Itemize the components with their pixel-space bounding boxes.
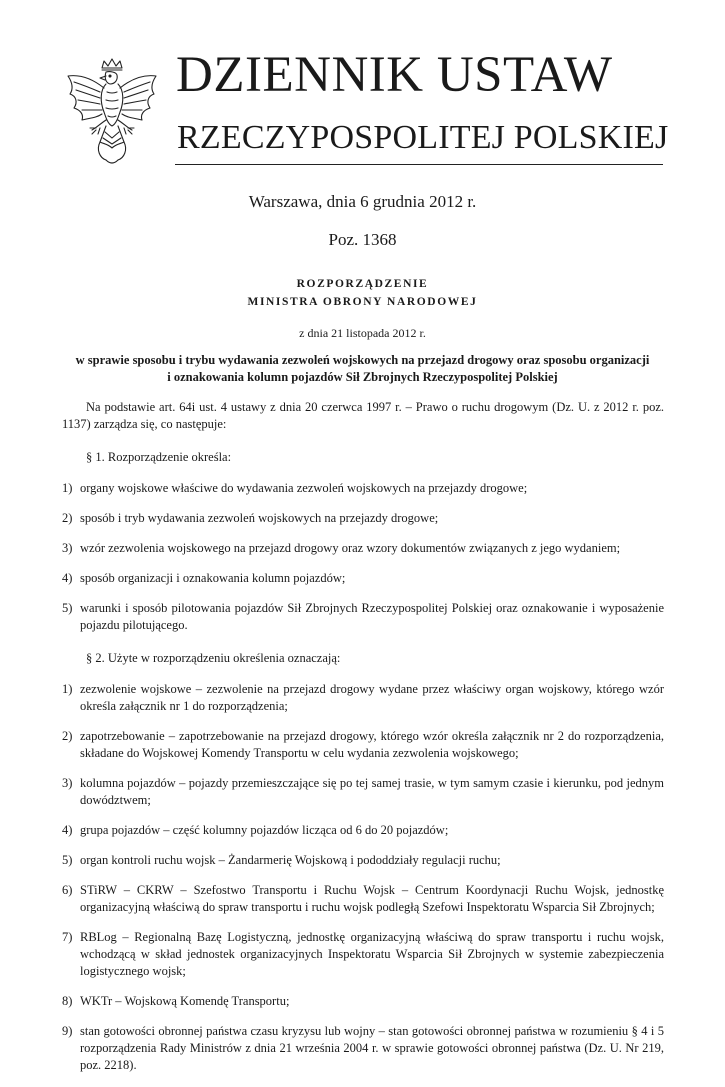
- list-item-number: 6): [62, 883, 73, 897]
- list-item-number: 3): [62, 541, 73, 555]
- document-body: [62, 399, 664, 1087]
- act-subject-line: i oznakowania kolumn pojazdów Sił Zbrojnych Rzeczypospolitej Polskiej: [167, 370, 558, 384]
- list-item-number: 4): [62, 823, 73, 837]
- act-subject-line: w sprawie sposobu i trybu wydawania zezwoleń wojskowych na przejazd drogowy oraz sposobu organizacji: [75, 353, 650, 367]
- list-item-text: sposób i tryb wydawania zezwoleń wojskowych na przejazdy drogowe;: [80, 511, 439, 525]
- position-number: Poz. 1368: [328, 230, 397, 249]
- list-item-text: WKTr – Wojskową Komendę Transportu;: [80, 994, 290, 1008]
- act-date: z dnia 21 listopada 2012 r.: [299, 326, 426, 340]
- list-item: [62, 570, 664, 587]
- list-item: [62, 993, 664, 1010]
- list-item-text: RBLog – Regionalną Bazę Logistyczną, jednostkę organizacyjną właściwą do spraw transportu i ruchu wojsk, wchodzącą w skład jednostek organizacyjnych Inspektoratu Wsparcia Sił Zbrojnych w systemie zabezpieczenia logistycznego wojsk;: [80, 930, 664, 978]
- act-kind: ROZPORZĄDZENIE: [296, 278, 429, 290]
- list-item: [62, 852, 664, 869]
- list-item: [62, 882, 664, 916]
- journal-title: DZIENNIK USTAW: [176, 47, 613, 103]
- journal-subtitle: RZECZYPOSPOLITEJ POLSKIEJ: [177, 119, 669, 156]
- list-item: [62, 600, 664, 634]
- publication-date: Warszawa, dnia 6 grudnia 2012 r.: [248, 192, 477, 211]
- list-item: [62, 775, 664, 809]
- list-item-text: kolumna pojazdów – pojazdy przemieszczające się po tej samej trasie, w tym samym czasie i kierunku, pod jednym dowództwem;: [80, 776, 664, 807]
- list-item-text: warunki i sposób pilotowania pojazdów Sił Zbrojnych Rzeczypospolitej Polskiej oraz oznakowanie i wyposażenie pojazdu pilotującego.: [80, 601, 664, 632]
- list-item: [62, 681, 664, 715]
- list-item-number: 5): [62, 601, 73, 615]
- list-item-number: 7): [62, 930, 73, 944]
- title-underline: [175, 164, 663, 165]
- act-subject: [60, 352, 665, 386]
- list-item-text: organy wojskowe właściwe do wydawania zezwoleń wojskowych na przejazdy drogowe;: [80, 481, 528, 495]
- preamble: Na podstawie art. 64i ust. 4 ustawy z dnia 20 czerwca 1997 r. – Prawo o ruchu drogowym (Dz. U. z 2012 r. poz. 1137) zarządza się, co następuje:: [62, 400, 664, 431]
- list-item-text: organ kontroli ruchu wojsk – Żandarmerię Wojskową i pododdziały regulacji ruchu;: [80, 853, 501, 867]
- list-item: [62, 510, 664, 527]
- list-item-text: wzór zezwolenia wojskowego na przejazd drogowy oraz wzory dokumentów związanych z jego wydaniem;: [80, 541, 621, 555]
- list-item-text: STiRW – CKRW – Szefostwo Transportu i Ruchu Wojsk – Centrum Koordynacji Ruchu Wojsk, jednostkę organizacyjną właściwą do spraw transportu i ruchu wojsk podległą Szefowi Inspektoratu Wsparcia Sił Zbrojnych;: [80, 883, 664, 914]
- list-item: [62, 1023, 664, 1074]
- masthead: [56, 47, 669, 170]
- list-item-text: grupa pojazdów – część kolumny pojazdów licząca od 6 do 20 pojazdów;: [80, 823, 449, 837]
- list-item-number: 5): [62, 853, 73, 867]
- list-item-text: zapotrzebowanie – zapotrzebowanie na przejazd drogowy, którego wzór określa załącznik nr 2 do rozporządzenia, składane do Wojskowej Komendy Transportu w celu wydania zezwolenia wojskowego;: [80, 729, 664, 760]
- list-item-number: 1): [62, 682, 73, 696]
- list-item-text: sposób organizacji i oznakowania kolumn pojazdów;: [80, 571, 346, 585]
- list-item: [62, 540, 664, 557]
- list-item: [62, 728, 664, 762]
- list-item-number: 9): [62, 1024, 73, 1038]
- list-item-number: 1): [62, 481, 73, 495]
- list-item-text: zezwolenie wojskowe – zezwolenie na przejazd drogowy wydane przez właściwy organ wojskowy, którego wzór określa załącznik nr 1 do rozporządzenia;: [80, 682, 664, 713]
- list-item: [62, 480, 664, 497]
- list-item-number: 2): [62, 511, 73, 525]
- list-item: [62, 929, 664, 980]
- list-item: [62, 822, 664, 839]
- list-item-text: stan gotowości obronnej państwa czasu kryzysu lub wojny – stan gotowości obronnej państwa w rozumieniu § 4 i 5 rozporządzenia Rady Ministrów z dnia 21 września 2004 r. w sprawie gotowości obronnej państwa (Dz. U. Nr 219, poz. 2218).: [80, 1024, 664, 1072]
- polish-white-eagle-emblem-icon: [60, 58, 164, 170]
- list-item-number: 8): [62, 994, 73, 1008]
- section-1-heading: § 1. Rozporządzenie określa:: [86, 450, 232, 464]
- act-issuer: MINISTRA OBRONY NARODOWEJ: [247, 296, 478, 308]
- list-item-number: 2): [62, 729, 73, 743]
- section-2-heading: § 2. Użyte w rozporządzeniu określenia oznaczają:: [86, 651, 341, 665]
- list-item-number: 3): [62, 776, 73, 790]
- list-item-number: 4): [62, 571, 73, 585]
